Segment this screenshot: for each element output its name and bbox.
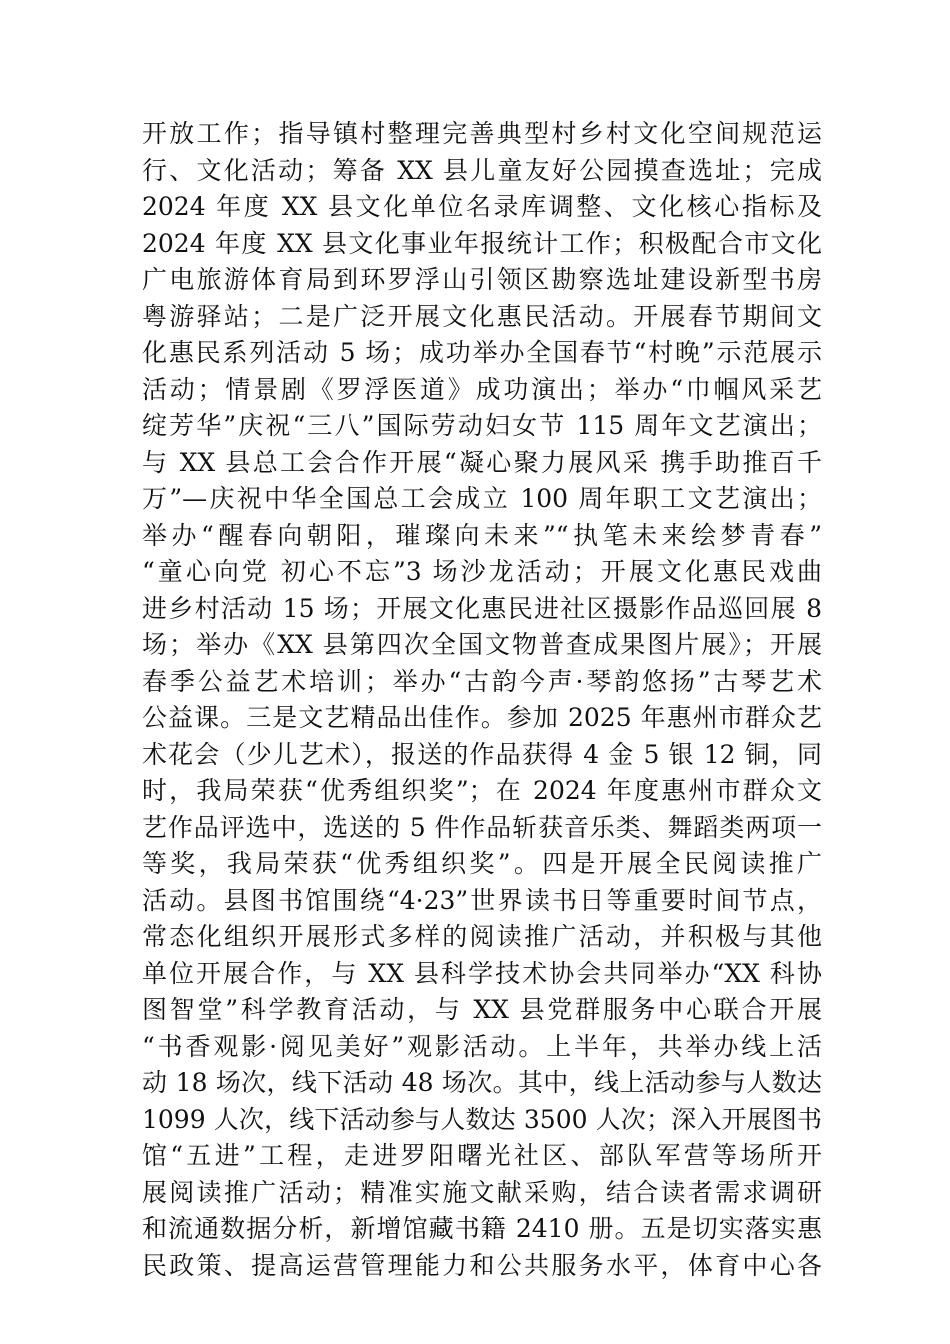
text-line-20: 艺作品评选中，选送的 5 件作品斩获音乐类、舞蹈类两项一 [142, 812, 822, 842]
text-line-30: 展阅读推广活动；精准实施文献采购，结合读者需求调研 [142, 1177, 822, 1207]
text-line-12: 举办“醒春向朝阳，璀璨向未来”“执笔未来绘梦青春” [142, 520, 822, 550]
text-line-4: 2024 年度 XX 县文化事业年报统计工作；积极配合市文化 [142, 228, 822, 258]
text-line-26: “书香观影·阅见美好”观影活动。上半年，共举办线上活 [142, 1031, 822, 1061]
text-line-22: 活动。县图书馆围绕“4·23”世界读书日等重要时间节点， [142, 885, 822, 915]
text-line-2: 行、文化活动；筹备 XX 县儿童友好公园摸查选址；完成 [142, 155, 822, 185]
text-line-13: “童心向党 初心不忘”3 场沙龙活动；开展文化惠民戏曲 [142, 557, 822, 586]
text-line-3: 2024 年度 XX 县文化单位名录库调整、文化核心指标及 [142, 192, 822, 221]
text-line-27: 动 18 场次，线下活动 48 场次。其中，线上活动参与人数达 [142, 1068, 822, 1097]
text-line-9: 绽芳华”庆祝“三八”国际劳动妇女节 115 周年文艺演出； [142, 411, 822, 440]
text-line-29: 馆“五进”工程，走进罗阳曙光社区、部队军营等场所开 [142, 1141, 822, 1170]
text-line-10: 与 XX 县总工会合作开展“凝心聚力展风采 携手助推百千 [142, 447, 822, 477]
text-line-32: 民政策、提高运营管理能力和公共服务水平，体育中心各 [142, 1250, 822, 1280]
text-line-19: 时，我局荣获“优秀组织奖”；在 2024 年度惠州市群众文 [142, 776, 822, 805]
text-line-11: 万”—庆祝中华全国总工会成立 100 周年职工文艺演出； [142, 484, 822, 513]
text-line-1: 开放工作；指导镇村整理完善典型村乡村文化空间规范运 [142, 119, 822, 148]
text-line-15: 场；举办《XX 县第四次全国文物普查成果图片展》；开展 [142, 630, 822, 659]
text-line-25: 图智堂”科学教育活动，与 XX 县党群服务中心联合开展 [142, 995, 822, 1024]
body-paragraph [142, 116, 822, 1284]
text-line-18: 术花会（少儿艺术），报送的作品获得 4 金 5 银 12 铜，同 [142, 739, 822, 769]
text-line-8: 活动；情景剧《罗浮医道》成功演出；举办“巾帼风采艺 [142, 374, 822, 404]
text-line-24: 单位开展合作，与 XX 县科学技术协会共同举办“XX 科协 [142, 958, 822, 988]
text-line-28: 1099 人次，线下活动参与人数达 3500 人次；深入开展图书 [142, 1104, 822, 1134]
text-line-17: 公益课。三是文艺精品出佳作。参加 2025 年惠州市群众艺 [142, 703, 822, 732]
text-line-16: 春季公益艺术培训；举办“古韵今声·琴韵悠扬”古琴艺术 [142, 666, 822, 696]
text-line-14: 进乡村活动 15 场；开展文化惠民进社区摄影作品巡回展 8 [142, 593, 822, 623]
text-line-31: 和流通数据分析，新增馆藏书籍 2410 册。五是切实落实惠 [142, 1214, 822, 1243]
text-line-23: 常态化组织开展形式多样的阅读推广活动，并积极与其他 [142, 922, 822, 951]
text-line-6: 粤游驿站；二是广泛开展文化惠民活动。开展春节期间文 [142, 301, 822, 331]
text-line-7: 化惠民系列活动 5 场；成功举办全国春节“村晚”示范展示 [142, 338, 822, 367]
text-line-21: 等奖，我局荣获“优秀组织奖”。四是开展全民阅读推广 [142, 849, 822, 878]
text-line-5: 广电旅游体育局到环罗浮山引领区勘察选址建设新型书房 [142, 265, 822, 294]
